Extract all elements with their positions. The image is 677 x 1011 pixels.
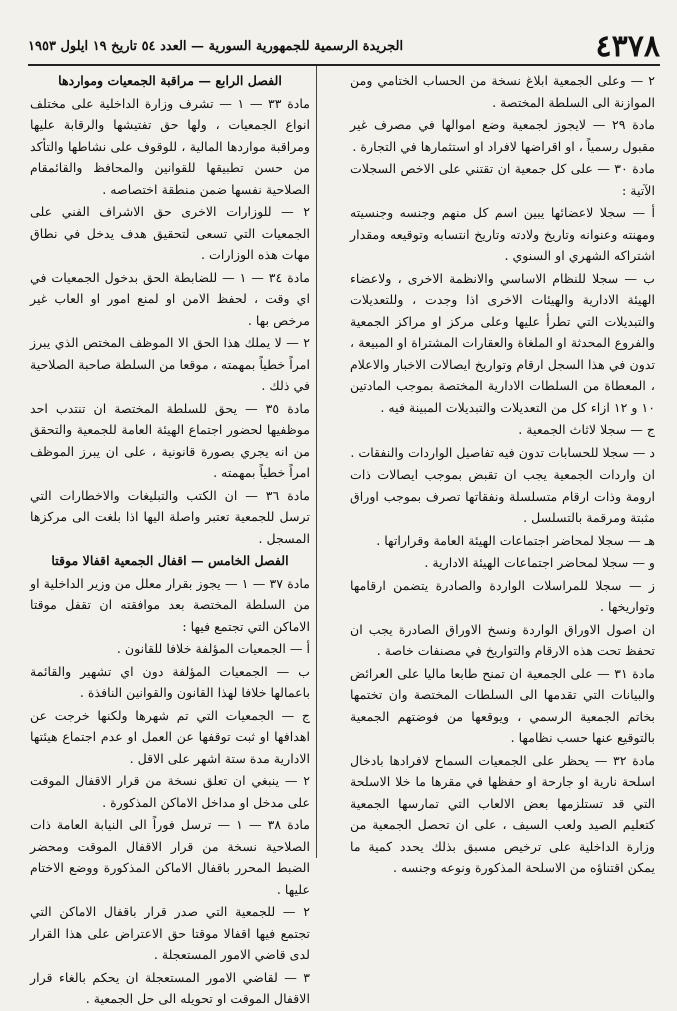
running-title: الجريدة الرسمية للجمهورية السورية — العدد ٥٤ تاريخ ١٩ ايلول ١٩٥٣ (28, 38, 404, 54)
column-divider (316, 66, 317, 858)
paragraph: مادة ٢٩ — لايجوز لجمعية وضع اموالها في مصرف غير مقبول رسمياً ، او اقراضها لافراد او استثمارها في التجارة . (350, 117, 655, 154)
paragraph: مادة ٣٦ — ان الكتب والتبليغات والاخطارات التي ترسل للجمعية تعتبر واصلة اليها اذا بلغت الى مركزها المسجل . (30, 487, 310, 546)
paragraph: ٣ — لقاضي الامور المستعجلة ان يحكم بالغاء قرار الاقفال الموقت او تحويله الى حل الجمعية . (30, 969, 310, 1006)
paragraph: ز — سجلا للمراسلات الواردة والصادرة يتضمن ارقامها وتواريخها . (350, 577, 655, 614)
paragraph: ب — سجلا للنظام الاساسي والانظمة الاخرى ، ولاعضاء الهيئة الادارية والهيئات الاخرى اذا وجدت ، وللتعديلات والتبديلات التي تطرأ عليها وعلى مركز او مراكز الجمعية والفروع المحدثة او الملغاة والعقارات المشتراة او المبيعة ، تدون في هذا السجل ارقام وتواريخ ايصالات الاخبار والاعلام ، المعطاة من السلطات الادارية المختصة بموجب المادتين ١٠ و ١٢ ازاء كل من التعديلات والتبديلات المبينة فيه . (350, 270, 655, 415)
paragraph: ٢ — ينبغي ان تعلق نسخة من قرار الاقفال الموقت على مدخل او مداخل الاماكن المذكورة . (30, 773, 310, 810)
paragraph: ج — سجلا لاثاث الجمعية . (518, 422, 655, 437)
paragraph: ٢ — لا يملك هذا الحق الا الموظف المختص الذي يبرز امراً خطياً بمهمته ، موقعا من السلطة صاحبة الصلاحية في ذلك . (30, 335, 310, 393)
paragraph: د — سجلا للحسابات تدون فيه تفاصيل الواردات والنفقات . (350, 444, 655, 460)
paragraph: و — سجلا لمحاضر اجتماعات الهيئة الادارية . (424, 555, 655, 570)
left-column (30, 70, 310, 1011)
paragraph: ان واردات الجمعية يجب ان تقبض بموجب ايصالات ذات ارومة وذات ارقام متسلسلة ونفقاتها تصرف بموجب اوراق مثبتة ومرقمة بالتسلسل . (350, 467, 655, 525)
paragraph: مادة ٣٥ — يحق للسلطة المختصة ان تنتدب احد موظفيها لحضور اجتماع الهيئة العامة للجمعية والتحقق من انه يجري بصورة قانونية ، على ان يبرز الموظف امراً خطياً بمهمته . (30, 400, 310, 480)
paragraph: ٢ — للجمعية التي صدر قرار باقفال الاماكن التي تجتمع فيها اقفالا موقتا حق الاعتراض على هذا القرار لدى قاضي الامور المستعجلة . (30, 904, 310, 962)
paragraph: مادة ٣٣ — ١ — تشرف وزارة الداخلية على مختلف انواع الجمعيات ، ولها حق تفتيشها والرقابة عليها ومراقبة مواردها المالية ، للوقوف على نشاطها والتأكد من حسن تطبيقها للقوانين والمحافظ والقائمقام الصلاحية نفسها ضمن منطقة اختصاصه . (30, 95, 310, 197)
section-heading: الفصل الرابع — مراقبة الجمعيات ومواردها (58, 73, 282, 88)
paragraph: أ — الجمعيات المؤلفة خلافا للقانون . (116, 641, 310, 656)
paragraph: ٢ — للوزارات الاخرى حق الاشراف الفني على الجمعيات التي تسعى لتحقيق هدف يدخل في نطاق مهات هذه الوزارات . (30, 204, 310, 262)
section-heading: الفصل الخامس — اقفال الجمعية اقفالا موقتا (51, 553, 289, 568)
paragraph: مادة ٣٧ — ١ — يجوز بقرار معلل من وزير الداخلية او من السلطة المختصة بعد موافقته ان تقفل موقتا الاماكن التي تجتمع فيها : (30, 575, 310, 634)
paragraph: هـ — سجلا لمحاضر اجتماعات الهيئة العامة وقراراتها . (376, 532, 655, 548)
page-header (28, 28, 660, 66)
paragraph: ان اصول الاوراق الواردة ونسخ الاوراق الصادرة يجب ان تحفظ تحت هذه الارقام والتواريخ في مصنفات خاصة . (350, 621, 655, 658)
paragraph: مادة ٣١ — على الجمعية ان تمنح طابعا ماليا على العرائض والبيانات التي تقدمها الى السلطات المختصة وان تختمها بخاتم الجمعية الرسمي ، ويوقعها من فوضتهم الجمعية بالتوقيع عنها حسب نظامها . (350, 665, 655, 745)
paragraph: أ — سجلا لاعضائها يبين اسم كل منهم وجنسه وجنسيته ومهنته وعنوانه وتاريخ ولادته وتاريخ انتسابه وتوقيعه ومقدار اشتراكه الشهري او السنوي . (350, 205, 655, 263)
paragraph: ٢ — وعلى الجمعية ابلاغ نسخة من الحساب الختامي ومن الموازنة الى السلطة المختصة . (350, 73, 655, 110)
right-column (350, 70, 655, 880)
paragraph: مادة ٣٠ — على كل جمعية ان تقتني على الاخص السجلات الآتية : (350, 161, 655, 198)
paragraph: مادة ٣٨ — ١ — ترسل فوراً الى النيابة العامة ذات الصلاحية نسخة من قرار الاقفال الموقت ومحضر الضبط المحرر باقفال الاماكن المذكورة ووضع الاختام عليها . (30, 817, 311, 897)
paragraph: ب — الجمعيات المؤلفة دون اي تشهير والقائمة باعمالها خلافا لهذا القانون والقوانين النافذة . (30, 663, 310, 700)
paragraph: ج — الجمعيات التي تم شهرها ولكنها خرجت عن اهدافها او ثبت توقفها عن العمل او عدم اجتماع هيئتها الادارية مدة ستة اشهر على الاقل . (30, 707, 310, 766)
paragraph: مادة ٣٤ — ١ — للضابطة الحق بدخول الجمعيات في اي وقت ، لحفظ الامن او لمنع امور او العاب غير مرخص بها . (30, 269, 310, 328)
page-number: ٤٣٧٨ (595, 28, 660, 64)
paragraph: مادة ٣٢ — يحظر على الجمعيات السماح لافرادها بادخال اسلحة نارية او جارحة او حفظها في مقرها ما خلا الاسلحة التي قد تستلزمها بعض الالعاب التي تمارسها الجمعية كتعليم الصيد ولعب السيف ، على ان تحصل الجمعية من وزارة الداخلية على ترخيص مسبق بذلك يحدد كمية ما يمكن اقتناؤه من الاسلحة المذكورة ونوعه وجنسه . (350, 752, 655, 875)
